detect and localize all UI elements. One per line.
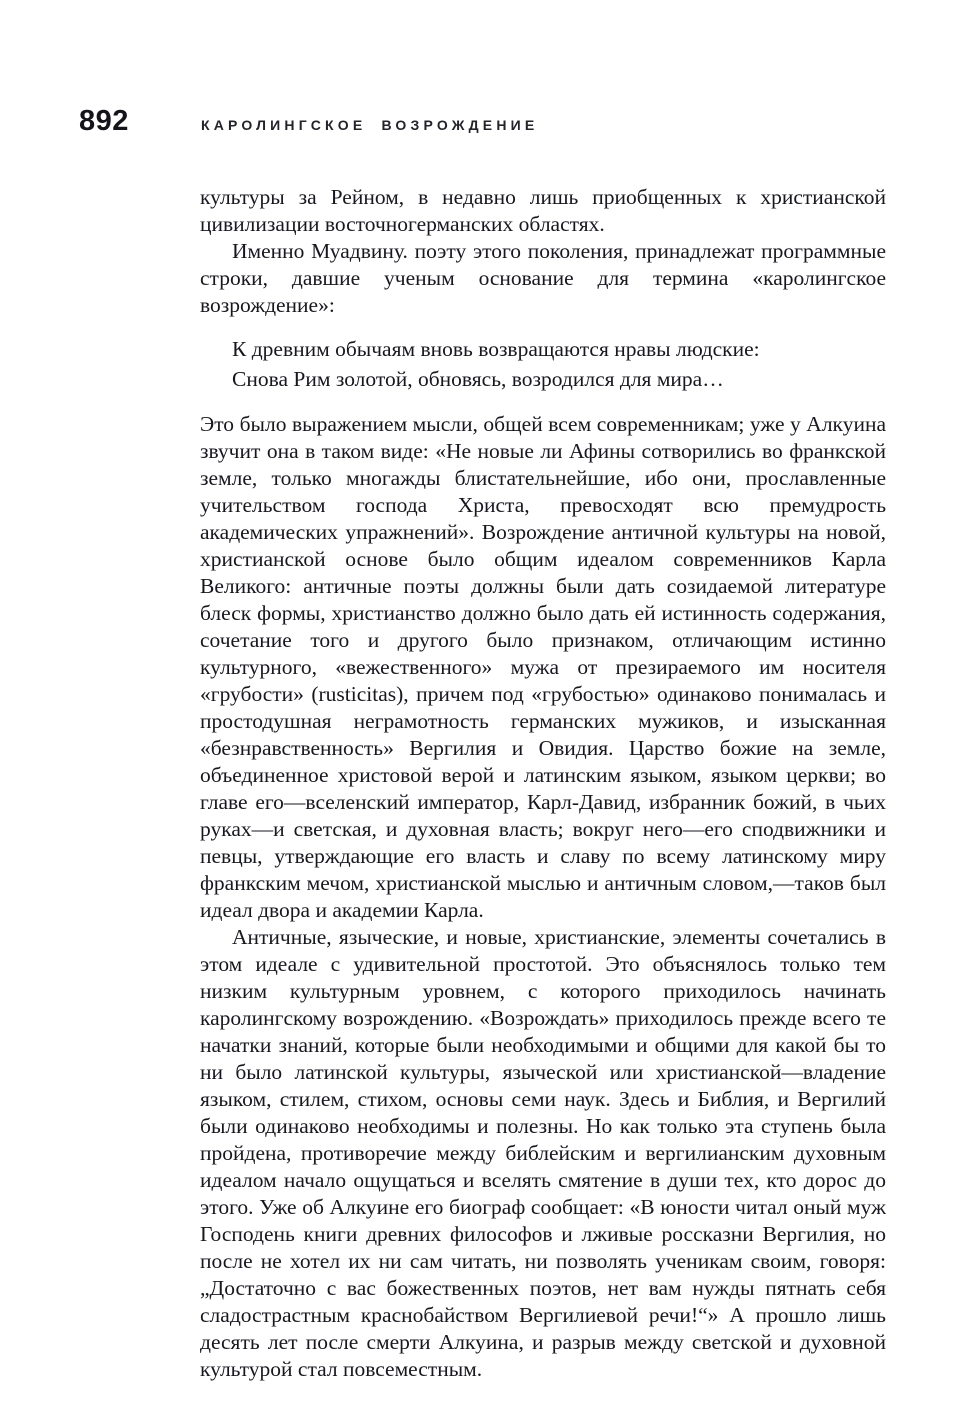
paragraph-elements: Античные, языческие, и новые, христианские, элементы сочетались в этом идеале с удивительной простотой. Это объяснялось только тем низким культурным уровнем, с которого приходилось начинать каролингскому возрождению. «Возрождать» приходилось прежде всего те начатки знаний, которые были необходимыми и общими для какой бы то ни было латинской культуры, языческой или христианской—владение языком, стилем, стихом, основы семи наук. Здесь и Библия, и Вергилий были одинаково необходимы и полезны. Но как только эта ступень была пройдена, противоречие между библейским и вергилианским духовным идеалом начало ощущаться и вселять смятение в души тех, кто дорос до этого. Уже об Алкуине его биограф сообщает: «В юности читал оный муж Господень книги древних философов и лживые россказни Вергилия, но после не хотел их ни сам читать, ни позволять ученикам своим, говоря: „Достаточно с вас божественных поэтов, нет вам нужды пятнать себя сладострастным краснобайством Вергилиевой речи!“» А прошло лишь десять лет после смерти Алкуина, и разрыв между светской и духовной культурой стал повсеместным.	[200, 925, 886, 1381]
page-body	[200, 184, 886, 1383]
page-number: 892	[79, 105, 129, 137]
verse-line-2: Снова Рим золотой, обновясь, возродился для мира…	[232, 367, 724, 391]
verse-quote	[200, 334, 886, 394]
paragraph-muadvin: Именно Муадвину. поэту этого поколения, принадлежат программные строки, давшие ученым основание для термина «каролингское возрождение»:	[200, 239, 886, 317]
page-header	[0, 0, 974, 160]
paragraph-intro: культуры за Рейном, в недавно лишь приобщенных к христианской цивилизации восточногерманских областях.	[200, 185, 886, 236]
paragraph-alcuin: Это было выражением мысли, общей всем современникам; уже у Алкуина звучит она в таком виде: «Не новые ли Афины сотворились во франкской земле, только многажды блистательнейшие, ибо они, прославленные учительством господа Христа, превосходят всю премудрость академических упражнений». Возрождение античной культуры на новой, христианской основе было общим идеалом современников Карла Великого: античные поэты должны были дать созидаемой литературе блеск формы, христианство должно было дать ей истинность содержания, сочетание того и другого было признаком, отличающим истинно культурного, «вежественного» мужа от презираемого им носителя «грубости» (rusticitas), причем под «грубостью» одинаково понималась и простодушная неграмотность германских мужиков, и изысканная «безнравственность» Вергилия и Овидия. Царство божие на земле, объединенное христовой верой и латинским языком, языком церкви; во главе его—вселенский император, Карл-Давид, избранник божий, в чьих руках—и светская, и духовная власть; вокруг него—его сподвижники и певцы, утверждающие его власть и славу по всему латинскому миру франкским мечом, христианской мыслью и античным словом,—таков был идеал двора и академии Карла.	[200, 412, 886, 922]
verse-line-1: К древним обычаям вновь возвращаются нравы людские:	[232, 337, 760, 361]
running-head: КАРОЛИНГСКОЕ ВОЗРОЖДЕНИЕ	[201, 117, 539, 133]
